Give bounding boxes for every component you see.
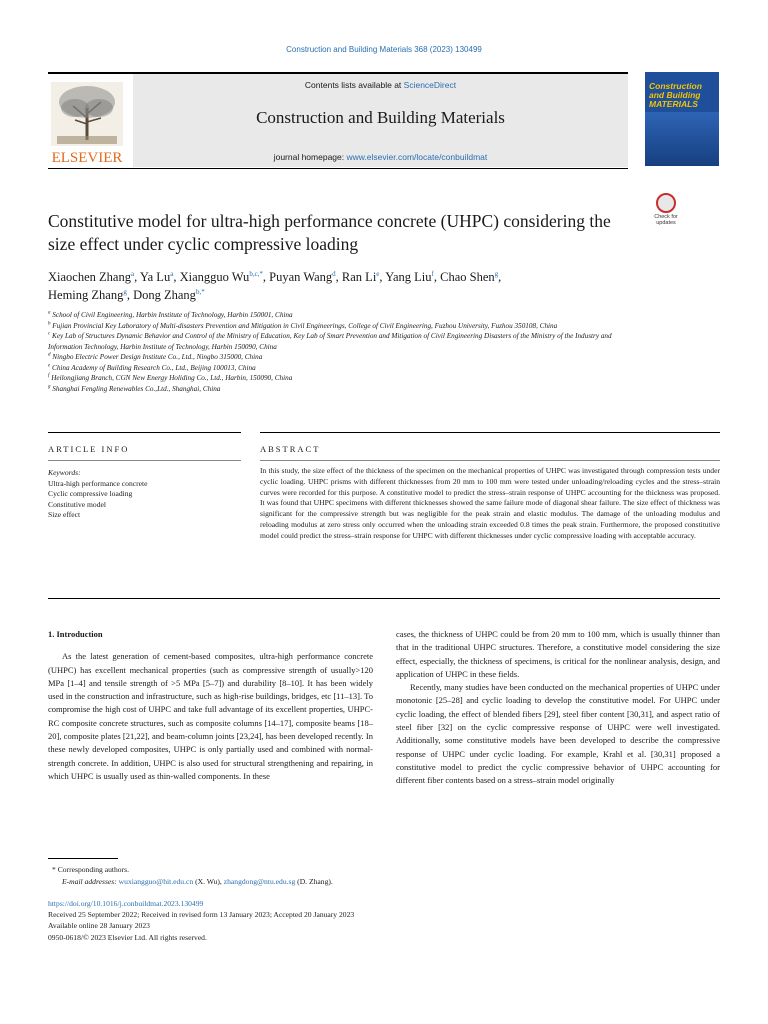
author-affiliation-marker[interactable]: b,c,*: [249, 269, 263, 278]
email-line: E-mail addresses: wuxiangguo@hit.edu.cn (X. Wu), zhangdong@ntu.edu.sg (D. Zhang).: [62, 876, 333, 886]
author-name[interactable]: Ya Lu: [139, 270, 171, 284]
abstract-bottom-rule: [48, 598, 720, 599]
journal-citation[interactable]: Construction and Building Materials 368 (2023) 130499: [286, 45, 482, 54]
publication-info: [48, 898, 648, 943]
footnotes: [48, 864, 648, 887]
header-rule-bottom: [48, 168, 628, 169]
elsevier-logo: [47, 78, 127, 166]
keywords-block: [48, 468, 248, 521]
email-link[interactable]: zhangdong@ntu.edu.sg: [223, 876, 296, 886]
affiliation: [48, 363, 638, 374]
author-affiliation-marker[interactable]: a: [170, 269, 174, 278]
section-heading: 1. Introduction: [48, 629, 103, 639]
affiliation-marker: a: [48, 310, 51, 316]
journal-cover-thumbnail[interactable]: [645, 72, 719, 166]
corresponding-note: * Corresponding authors.: [52, 865, 129, 874]
doi-link[interactable]: https://doi.org/10.1016/j.conbuildmat.2023.130499: [48, 899, 204, 908]
email-link[interactable]: wuxiangguo@hit.edu.cn: [118, 876, 194, 886]
keyword: Constitutive model: [48, 499, 107, 509]
affiliation-marker: c: [48, 331, 51, 337]
article-title: Constitutive model for ultra-high performance concrete (UHPC) considering the size effect under cyclic compressive loading: [48, 211, 611, 254]
author-name[interactable]: Yang Liu: [385, 270, 432, 284]
elsevier-wordmark: ELSEVIER: [51, 150, 123, 166]
affiliation-text: School of Civil Engineering, Harbin Institute of Technology, Harbin 150001, China: [52, 311, 293, 319]
sciencedirect-link[interactable]: ScienceDirect: [403, 80, 457, 90]
affiliation-marker: b: [48, 321, 51, 327]
affiliation: [48, 310, 638, 321]
keywords-label: Keywords:: [48, 468, 81, 477]
intro-paragraph: Recently, many studies have been conducted on the mechanical properties of UHPC under monotonic [25–28] and cyclic loading to develop the constitutive model. For UHPC under cyclic loading, the effect of blended fibers [29], steel fiber content [30,31], and aspect ratio of steel fiber [32] on the cyclic compressive response of UHPC were well investigated. Additionally, some constitutive models have been developed to describe the compressive response of UHPC under cyclic loading. For example, Krahl et al. [30,31] proposed a constitutive model to predict the cyclic compressive behavior of UHPC accounting for different fiber contents based on a stress–strain model originally: [396, 682, 720, 786]
received-dates: Received 25 September 2022; Received in revised form 13 January 2023; Accepted 20 January 2023: [48, 910, 355, 920]
header-rule: [48, 72, 628, 74]
elsevier-tree-icon: [47, 78, 127, 166]
affiliation-marker: e: [48, 363, 51, 369]
section-subrule: [260, 460, 720, 461]
keyword: Ultra-high performance concrete: [48, 478, 148, 488]
author-affiliation-marker[interactable]: f: [431, 269, 434, 278]
affiliation-text: Key Lab of Structures Dynamic Behavior and Control of the Ministry of Education, Key Lab of Smart Prevention and Mitigation of Civil Engineering Disasters of the Ministry of the Industry and Information Technology, Harbin Institute of Technology, Harbin 150090, China: [48, 332, 612, 351]
check-updates-icon: [656, 193, 676, 213]
journal-homepage-line: journal homepage: www.elsevier.com/locate/conbuildmat: [273, 152, 488, 162]
body-column-right: [396, 628, 720, 788]
affiliation-list: [48, 310, 638, 394]
cover-title: Construction and Building MATERIALS: [649, 81, 702, 109]
section-rule: [260, 432, 720, 433]
author-name[interactable]: Chao Shen: [440, 270, 495, 284]
affiliation-text: Heilongjiang Branch, CGN New Energy Holiding Co., Ltd., Harbin, 150090, China: [51, 374, 293, 382]
journal-name: Construction and Building Materials: [256, 108, 505, 127]
intro-paragraph: As the latest generation of cement-based composites, ultra-high performance concrete (UHPC) has excellent mechanical properties (such as compressive strength of usually>120 MPa [1–4] and tensile strength of >5 MPa [5–7]) and durability [8–10]. It has been widely used in the construction and infrastructure, such as high-rise buildings, bridges, etc [11–13]. To compromise the high cost of UHPC and take full advantage of its excellent properties, UHPC-RC composite concrete structures, such as composite columns [14–17], composite beams [18–20], composite plates [21,22], and beam-column joints [23,24], has been developed recently. In these newly developed composites, UHPC is only partially used and combined with normal-strength concrete. In addition, UHPC is also used for structural strengthening and repairing, in which UHPC is usually used as thin-walled components. In these: [48, 651, 373, 781]
affiliation-text: Shanghai Fengling Renewables Co.,Ltd., Shanghai, China: [52, 384, 221, 393]
affiliation: [48, 321, 638, 332]
affiliation-marker: d: [48, 352, 51, 358]
author-affiliation-marker[interactable]: d: [332, 269, 336, 278]
affiliation: [48, 352, 638, 363]
journal-homepage-link[interactable]: www.elsevier.com/locate/conbuildmat: [346, 152, 488, 162]
author-name[interactable]: Ran Li: [341, 270, 377, 284]
check-for-updates-button[interactable]: [646, 193, 686, 229]
intro-paragraph: cases, the thickness of UHPC could be from 20 mm to 100 mm, which is usually thinner than that in the traditional UHPC structures. Therefore, a constitutive model considering the size effect, especially, the thickness of specimens, is critical for the nonlinear analysis, design, and application of UHPC in these fields.: [396, 629, 720, 679]
footnote-rule: [48, 858, 118, 859]
affiliation-marker: f: [48, 373, 50, 379]
body-column-left: [48, 628, 373, 783]
affiliation: [48, 331, 638, 352]
abstract-heading: ABSTRACT: [260, 444, 321, 454]
author-affiliation-marker[interactable]: g: [494, 269, 499, 278]
author-affiliation-marker[interactable]: g: [123, 287, 127, 296]
check-updates-label: Check for updates: [654, 214, 678, 226]
affiliation: [48, 384, 638, 395]
abstract-text: In this study, the size effect of the thickness of the specimen on the mechanical properties of UHPC was investigated through compression tests under cyclic loading. UHPC prisms with different thicknesses from 20 mm to 100 mm were tested under unloading/reloading cycles and the stress–strain curves were recorded for this purpose. A constitutive model to predict the stress–strain response of UHPC accounting for the thickness was proposed. It was found that UHPC specimens with different thicknesses showed the same failure mode of diagonal shear failure. The size effect of thickness was significant for the compressive strength but was negligible for the peak strain and elastic modulus. The damage of the unloading modulus and reloading modulus at zero stress only occurred when the unloading strain exceeded 0.8 times the peak strain. Furthermore, the proposed constitutive model could predict the stress–strain response for UHPC with different thicknesses under cyclic compressive loading with acceptable accuracy.: [260, 466, 720, 540]
section-rule: [48, 432, 241, 433]
email-label: E-mail addresses:: [62, 876, 117, 886]
online-date: Available online 28 January 2023: [48, 921, 150, 931]
author-affiliation-marker[interactable]: b,*: [195, 287, 205, 296]
author-affiliation-marker[interactable]: a: [130, 269, 135, 278]
article-info-heading: ARTICLE INFO: [48, 444, 130, 454]
author-name[interactable]: Heming Zhang: [48, 288, 124, 302]
keyword: Size effect: [48, 510, 81, 519]
contents-line: Contents lists available at ScienceDirect: [304, 80, 457, 90]
author-name[interactable]: Puyan Wang: [269, 270, 333, 284]
keyword: Cyclic compressive loading: [48, 489, 133, 498]
author-list: Xiaochen Zhang$^a$, Ya Lu$^a$, Xiangguo $Wu^{b,c,*}$, Puyan Wang$^d$, Ran Li$^e$, Yang Liu$^f$, Chao Shen$^g$, Heming Zhang$^g$, Dong Zhang$^{b,*}$: [48, 269, 502, 302]
author-name[interactable]: Dong Zhang: [133, 288, 196, 302]
affiliation-text: Ningbo Electric Power Design Institute Co., Ltd., Ningbo 315000, China: [52, 353, 263, 361]
author-name[interactable]: Xiangguo Wu: [179, 270, 250, 284]
affiliation-text: China Academy of Building Research Co., Ltd., Beijing 100013, China: [52, 363, 256, 372]
affiliation: [48, 373, 638, 384]
copyright: 0950-0618/© 2023 Elsevier Ltd. All rights reserved.: [48, 932, 207, 942]
author-name[interactable]: Xiaochen Zhang: [48, 270, 131, 284]
section-subrule: [48, 460, 241, 461]
affiliation-marker: g: [48, 384, 51, 390]
affiliation-text: Fujian Provincial Key Laboratory of Multi-disasters Prevention and Mitigation in Civil Engineerings, College of Civil Engineering, Fuzhou University, Fuzhou 350108, China: [52, 321, 558, 330]
author-affiliation-marker[interactable]: e: [376, 269, 380, 278]
cover-graphic: [645, 112, 719, 166]
